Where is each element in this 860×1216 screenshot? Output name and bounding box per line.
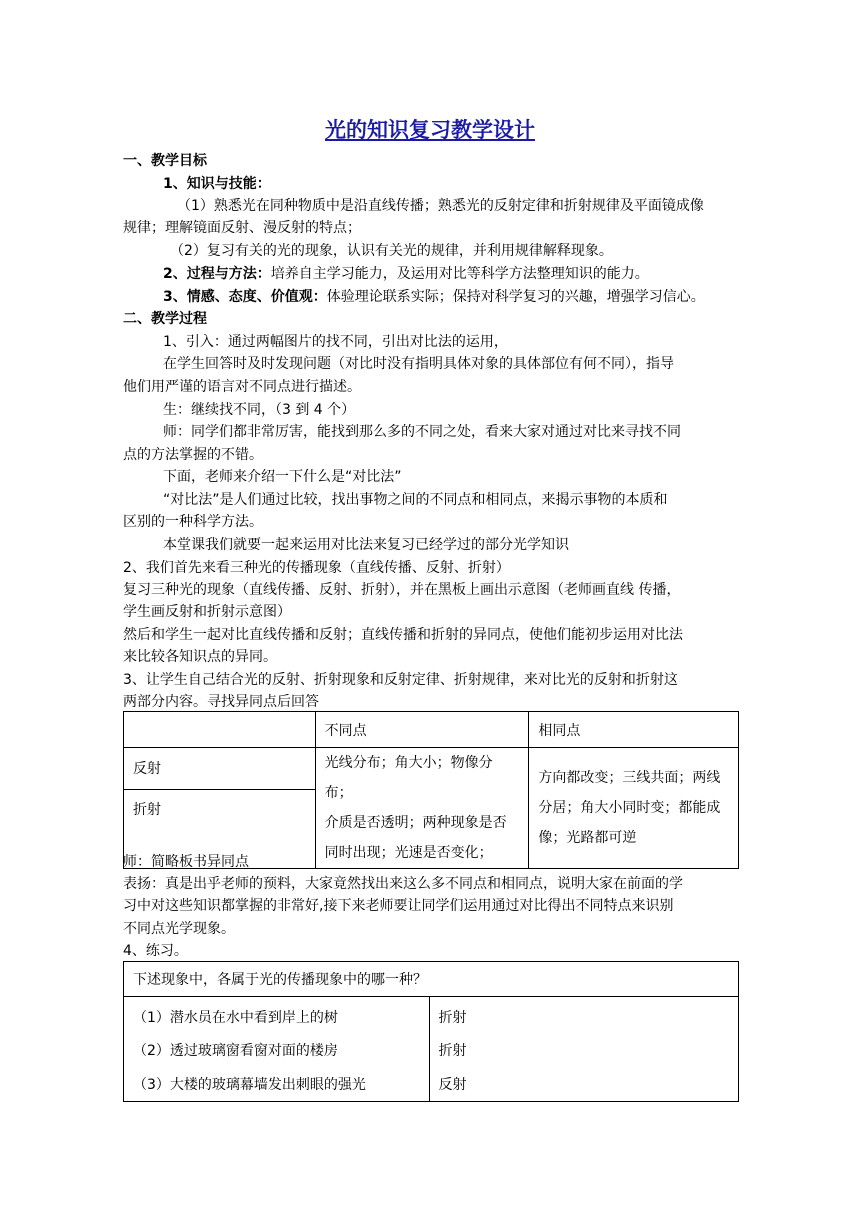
bold-label: 3、情感、态度、价值观： (163, 289, 327, 305)
paragraph: “对比法”是人们通过比较，找出事物之间的不同点和相同点，来揭示事物的本质和 (163, 492, 668, 508)
exercise-answer: 反射 (429, 1067, 738, 1102)
exercise-question: 下述现象中，各属于光的传播现象中的哪一种？ (124, 962, 739, 997)
cell-line: 像；光路都可逆 (538, 830, 637, 846)
table-header-row (124, 962, 739, 997)
cell-line: 介质是否透明；两种现象是否 (324, 815, 507, 831)
table-row (124, 1067, 739, 1102)
text: 体验理论联系实际；保持对科学复习的兴趣，增强学习信心。 (326, 289, 705, 305)
paragraph: 1、引入：通过两幅图片的找不同，引出对比法的运用， (163, 334, 508, 350)
paragraph: 两部分内容。寻找异同点后回答 (123, 694, 319, 710)
cell-line: 方向都改变；三线共面；两线 (538, 770, 721, 786)
paragraph: 区别的一种科学方法。 (123, 514, 263, 530)
table-cell-refraction: 折射 (124, 789, 316, 868)
paragraph: 4、练习。 (123, 943, 188, 959)
paragraph: 复习三种光的现象（直线传播、反射、折射），并在黑板上画出示意图（老师画直线 传播， (123, 582, 681, 598)
table-row (124, 748, 739, 790)
table-cell-empty (124, 712, 316, 748)
paragraph: 他们用严谨的语言对不同点进行描述。 (123, 379, 361, 395)
paragraph: 习中对这些知识都掌握的非常好,接下来老师要让同学们运用通过对比得出不同特点来识别 (123, 898, 674, 914)
exercise-item: （2）透过玻璃窗看窗对面的楼房 (124, 1033, 430, 1067)
paragraph: 点的方法掌握的不错。 (123, 447, 263, 463)
paragraph: （2）复习有关的光的现象，认识有关光的规律，并利用规律解释现象。 (170, 243, 613, 259)
exercise-item: （1）潜水员在水中看到岸上的树 (124, 997, 430, 1034)
paragraph: 师：同学们都非常厉害，能找到那么多的不同之处，看来大家对通过对比来寻找不同 (163, 424, 681, 440)
comparison-table (123, 711, 739, 869)
bold-label: 2、过程与方法： (163, 266, 271, 282)
paragraph: 2、我们首先来看三种光的传播现象（直线传播、反射、折射） (123, 560, 510, 576)
exercise-answer: 折射 (429, 1033, 738, 1067)
paragraph: 来比较各知识点的异同。 (123, 649, 277, 665)
paragraph: 规律；理解镜面反射、漫反射的特点； (123, 220, 361, 236)
table-header-row (124, 712, 739, 748)
paragraph-attitude (163, 286, 779, 308)
table-row (124, 1033, 739, 1067)
paragraph: （1）熟悉光在同种物质中是沿直线传播；熟悉光的反射定律和折射规律及平面镜成像 (177, 198, 704, 214)
exercise-answer: 折射 (429, 997, 738, 1034)
text: 培养自主学习能力，及运用对比等科学方法整理知识的能力。 (270, 266, 649, 282)
section-heading-goals: 一、教学目标 (123, 153, 207, 169)
paragraph: 下面，老师来介绍一下什么是“对比法” (163, 469, 402, 485)
cell-line: 分居；角大小同时变；都能成 (538, 800, 721, 816)
table-header-same: 相同点 (529, 712, 739, 748)
section-heading-process: 二、教学过程 (123, 311, 207, 327)
exercise-table (123, 961, 739, 1102)
paragraph: 表扬：真是出乎老师的预料，大家竟然找出来这么多不同点和相同点，说明大家在前面的学 (123, 876, 683, 892)
paragraph: 在学生回答时及时发现问题（对比时没有指明具体对象的具体部位有何不同），指导 (163, 356, 674, 372)
paragraph: 然后和学生一起对比直线传播和反射；直线传播和折射的异同点，使他们能初步运用对比法 (123, 627, 683, 643)
table-row (124, 997, 739, 1034)
cell-line: 同时出现；光速是否变化； (324, 845, 493, 861)
paragraph: 生：继续找不同，（3 到 4 个） (163, 402, 356, 418)
paragraph: 不同点光学现象。 (123, 921, 235, 937)
paragraph: 学生画反射和折射示意图） (123, 604, 291, 620)
paragraph: 3、让学生自己结合光的反射、折射现象和反射定律、折射规律，来对比光的反射和折射这 (123, 672, 678, 688)
table-cell-reflection: 反射 (124, 748, 316, 790)
cell-line: 光线分布；角大小；物像分布； (324, 755, 493, 801)
table-header-diff: 不同点 (315, 712, 529, 748)
paragraph-process-method (163, 263, 779, 285)
paragraph: 本堂课我们就要一起来运用对比法来复习已经学过的部分光学知识 (163, 537, 569, 553)
paragraph: 师：简略板书异同点 (123, 854, 249, 870)
subheading-knowledge: 1、知识与技能： (163, 176, 271, 192)
exercise-item: （3）大楼的玻璃幕墙发出刺眼的强光 (124, 1067, 430, 1102)
document-title: 光的知识复习教学设计 (325, 118, 535, 142)
